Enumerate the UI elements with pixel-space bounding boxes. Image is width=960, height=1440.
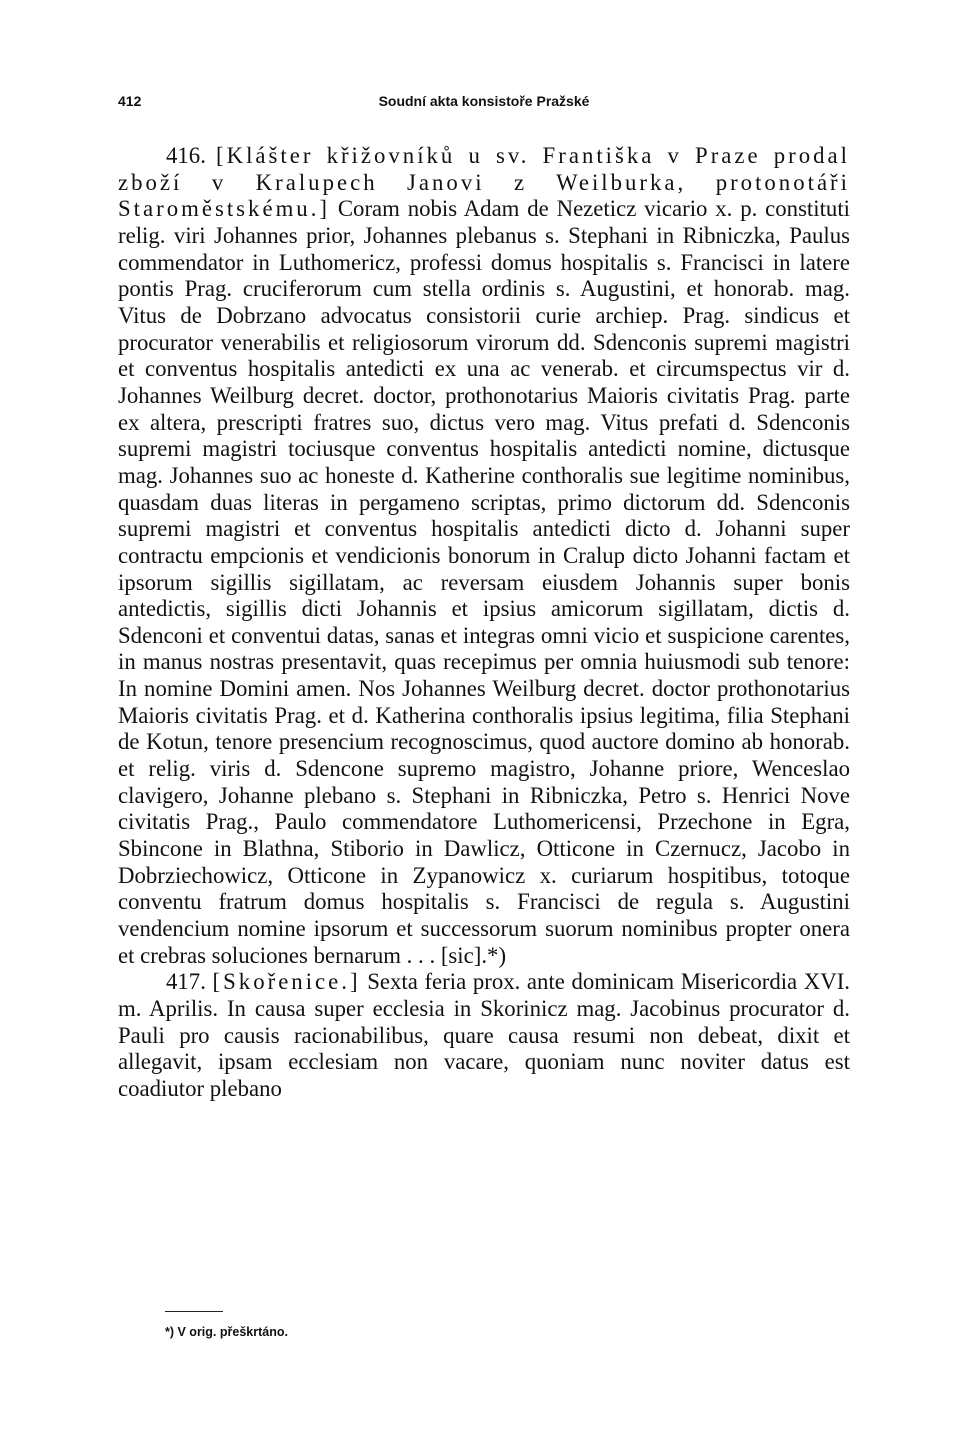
entry-417 (118, 969, 850, 1102)
body-text (118, 143, 850, 1103)
entry-number: 417. (166, 969, 206, 995)
entry-number: 416. (166, 143, 206, 168)
footnote-rule (165, 1311, 223, 1312)
page-header (118, 93, 850, 117)
running-head: Soudní akta konsistoře Pražské (378, 93, 590, 109)
entry-text: Sexta feria prox. ante dominicam Misericordia XVI. m. Aprilis. In causa super ecclesia in Skorinicz mag. Jacobinus procurator d. Pauli pro causis racionabilibus, quare causa resumi non debeat, dixit et allegavit, ipsam ecclesiam non vacare, quoniam nunc noviter datus est coadiutor plebano (118, 969, 851, 1101)
entry-text: Coram nobis Adam de Nezeticz vicario x. p. constituti relig. viri Johannes prior, Johannes plebanus s. Stephani in Ribniczka, Paulus commendator in Luthomericz, professi domus hospitalis s. Francisci in latere pontis Prag. cruciferorum cum stella ordinis s. Augustini, et honorab. mag. Vitus de Dobrzano advocatus consistorii curie archiep. Prag. sindicus et procurator venerabilis et religiosorum virorum dd. Sdenconis supremi magistri et conventus hospitalis antedicti ex una ac venerab. et circumspectus vir d. Johannes Weilburg decret. doctor, prothonotarius Maioris civitatis Prag. parte ex altera, prescripti fratres suo, dictus vero mag. Vitus prefati d. Sdenconis supremi magistri tociusque conventus hospitalis antedicti nomine, dictusque mag. Johannes suo ac honeste d. Katherine conthoralis sue legitime nominibus, quasdam duas literas in pergameno scriptas, primo dictorum dd. Sdenconis supremi magistri et conventus hospitalis antedicti dicto d. Johanni super contractu empcionis et vendicionis bonorum in Cralup dicto Johanni factam et ipsorum sigillis sigillatam, ac reversam eiusdem Johannis super bonis antedictis, sigillis dicti Johannis et ipsius amicorum sigillatam, dictis d. Sdenconi et conventui datas, sanas et integras omni vicio et suspicione carentes, in manus nostras presentavit, quas recepimus per omnia huiusmodi sub tenore: In nomine Domini amen. Nos Johannes Weilburg decret. doctor prothonotarius Maioris civitatis Prag. et d. Katherina conthoralis ipsius legitima, filia Stephani de Kotun, tenore presencium recognoscimus, quod auctore domino ab honorab. et relig. viris d. Sdencone supremo magistro, Johanne priore, Wenceslao clavigero, Johanne plebano s. Stephani in Ribniczka, Petro s. Henrici Nove civitatis Prag., Paulo commendatore Luthomericensi, Przechone in Egra, Sbincone in Blathna, Stiborio in Dawlicz, Otticone in Czernucz, Jacobo in Dobrziechowicz, Otticone in Zypanowicz x. curiarum hospitibus, totoque conventu fratrum domus hospitalis s. Francisci de regula s. Augustini vendencium nomine ipsorum et successorum suorum nominibus propter onera et crebras soluciones bernarum . . . [sic].*) (118, 196, 851, 968)
entry-heading: [Klášter křižovníků u sv. Františka v Praze prodal zboží v Kralupech Janovi z Weilburka, protonotáři Staroměstskému.] (118, 143, 851, 222)
entry-heading: [Skořenice.] (212, 969, 361, 995)
footnote: *) V orig. přeškrtáno. (165, 1325, 288, 1339)
entry-416 (118, 143, 850, 969)
page-number: 412 (118, 93, 142, 109)
